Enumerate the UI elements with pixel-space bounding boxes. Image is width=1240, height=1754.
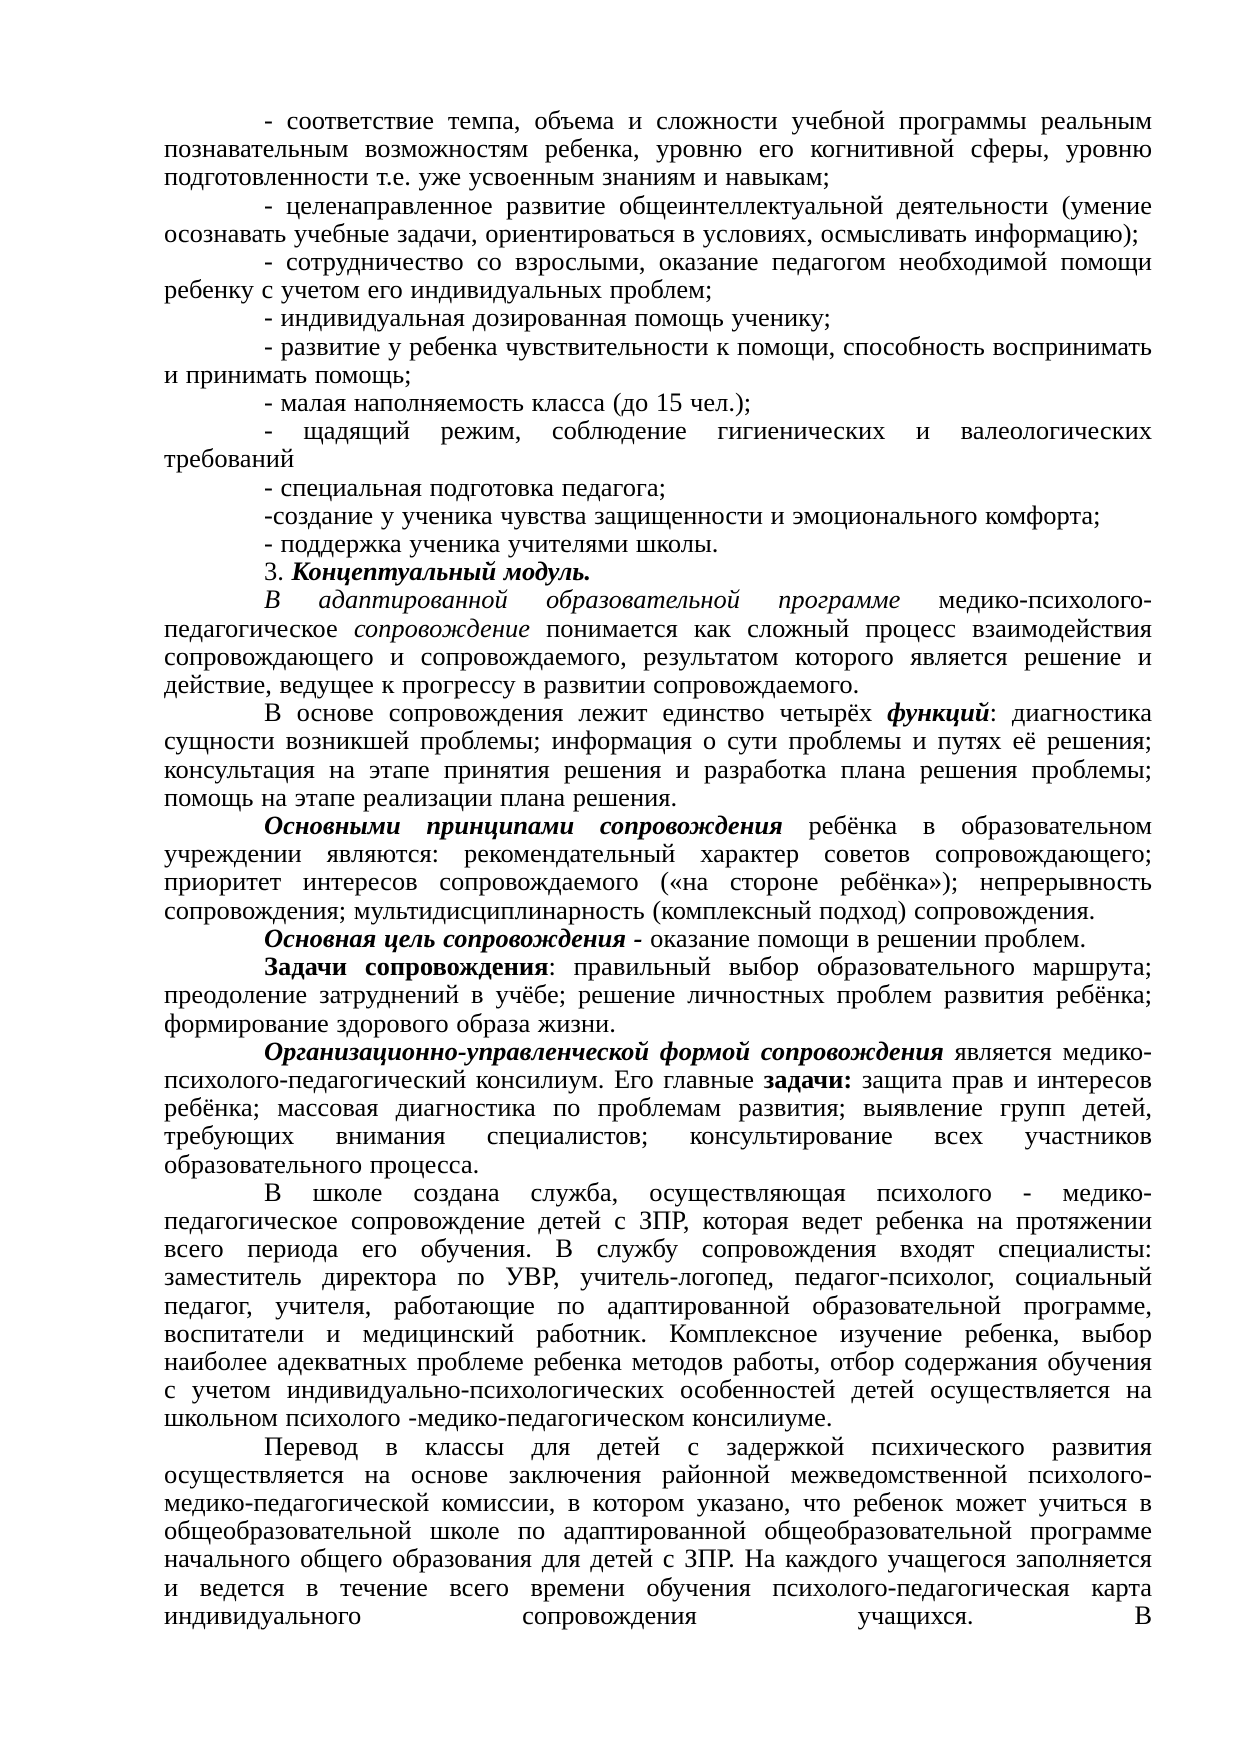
text-run: защита прав и интересов ребёнка; массовая диагностика по проблемам развития; выявление групп детей, требующих внимания специалистов; консультирование всех участников образовательного процесса. [164,1063,1152,1179]
paragraph [164,1432,1152,1629]
paragraph [164,106,1152,191]
text-run: - индивидуальная дозированная помощь ученику; [264,302,831,333]
text-run: - малая наполняемость класса (до 15 чел.); [264,387,752,418]
text-run: Основными принципами сопровождения [264,810,809,841]
text-run: - специальная подготовка педагога; [264,471,666,502]
paragraph [164,698,1152,811]
text-run: В адаптированной образовательной программе [264,584,939,615]
text-run: - сотрудничество со взрослыми, оказание педагогом необходимой помощи ребенку с учетом его индивидуальных проблем; [164,246,1152,305]
text-run: функций [887,697,990,728]
text-run: : диагностика сущности возникшей проблемы; информация о сути проблемы и путях её решения; консультация на этапе принятия решения и разработка плана решения проблемы; помощь на этапе реализации плана решения. [164,697,1152,812]
paragraph [164,191,1152,247]
document-body [164,106,1152,1629]
section-heading [164,557,1152,585]
text-run: Основная цель сопровождения - [264,922,651,953]
text-run: задачи: [763,1063,862,1094]
text-run: Перевод в классы для детей с задержкой психического развития осуществляется на основе заключения районной межведомственной психолого-медико-педагогической комиссии, в котором указано, что ребенок может учиться в общеобразовательной школе по адаптированной общеобразовательной программе начального общего образования для детей с ЗПР. На каждого учащегося заполняется и ведется в течение всего времени обучения психолого-педагогическая карта индивидуального сопровождения учащихся. В [164,1430,1152,1630]
paragraph [164,416,1152,472]
text-run: Задачи сопровождения [264,951,549,982]
text-run: - развитие у ребенка чувствительности к помощи, способность воспринимать и принимать помощь; [164,330,1152,389]
text-run: - целенаправленное развитие общеинтеллектуальной деятельности (умение осознавать учебные задачи, ориентироваться в условиях, осмысливать информацию); [164,189,1152,248]
paragraph [164,388,1152,416]
text-run: - поддержка ученика учителями школы. [264,528,719,559]
text-run: сопровождение [353,612,547,643]
paragraph [164,332,1152,388]
paragraph [164,811,1152,924]
paragraph [164,529,1152,557]
paragraph [164,473,1152,501]
text-run: понимается как сложный процесс взаимодействия сопровождающего и сопровождаемого, результатом которого является решение и действие, ведущее к прогрессу в развитии сопровождаемого. [164,612,1152,700]
text-run: В основе сопровождения лежит единство четырёх [264,697,888,728]
text-run: является медико-психолого-педагогический консилиум. Его главные [164,1035,1153,1094]
text-run: - соответствие темпа, объема и сложности учебной программы реальным познавательным возможностям ребенка, уровню его когнитивной сферы, уровню подготовленности т.е. уже усвоенным знаниям и навыкам; [164,105,1152,192]
paragraph [164,585,1152,698]
text-run: -создание у ученика чувства защищенности и эмоционального комфорта; [264,499,1101,530]
text-run: В школе создана служба, осуществляющая психолого - медико-педагогическое сопровождение детей с ЗПР, которая ведет ребенка на протяжении всего периода его обучения. В службу сопровождения входят специалисты: заместитель директора по УВР, учитель-логопед, педагог-психолог, социальный педагог, учителя, работающие по адаптированной образовательной программе, воспитатели и медицинский работник. Комплексное изучение ребенка, выбор наиболее адекватных проблеме ребенка методов работы, отбор содержания обучения с учетом индивидуально-психологических особенностей детей осуществляется на школьном психолого -медико-педагогическом консилиуме. [164,1176,1152,1433]
paragraph [164,952,1152,1037]
paragraph [164,303,1152,331]
text-run: - щадящий режим, соблюдение гигиенических и валеологических требований [164,415,1152,474]
text-run: Организационно-управленческой формой сопровождения [264,1035,955,1066]
text-run: Концептуальный модуль. [291,556,592,587]
paragraph [164,501,1152,529]
text-run: медико-психолого-педагогическое [164,584,1152,643]
paragraph [164,247,1152,303]
text-run: : правильный выбор образовательного маршрута; преодоление затруднений в учёбе; решение личностных проблем развития ребёнка; формирование здорового образа жизни. [164,951,1152,1038]
paragraph [164,924,1152,952]
text-run: оказание помощи в решении проблем. [650,922,1087,953]
text-run: 3. [264,556,292,587]
paragraph [164,1178,1152,1432]
text-run: ребёнка в образовательном учреждении являются: рекомендательный характер советов сопровождающего; приоритет интересов сопровождаемого («на стороне ребёнка»); непрерывность сопровождения; мультидисциплинарность (комплексный подход) сопровождения. [164,810,1152,925]
paragraph [164,1037,1152,1178]
